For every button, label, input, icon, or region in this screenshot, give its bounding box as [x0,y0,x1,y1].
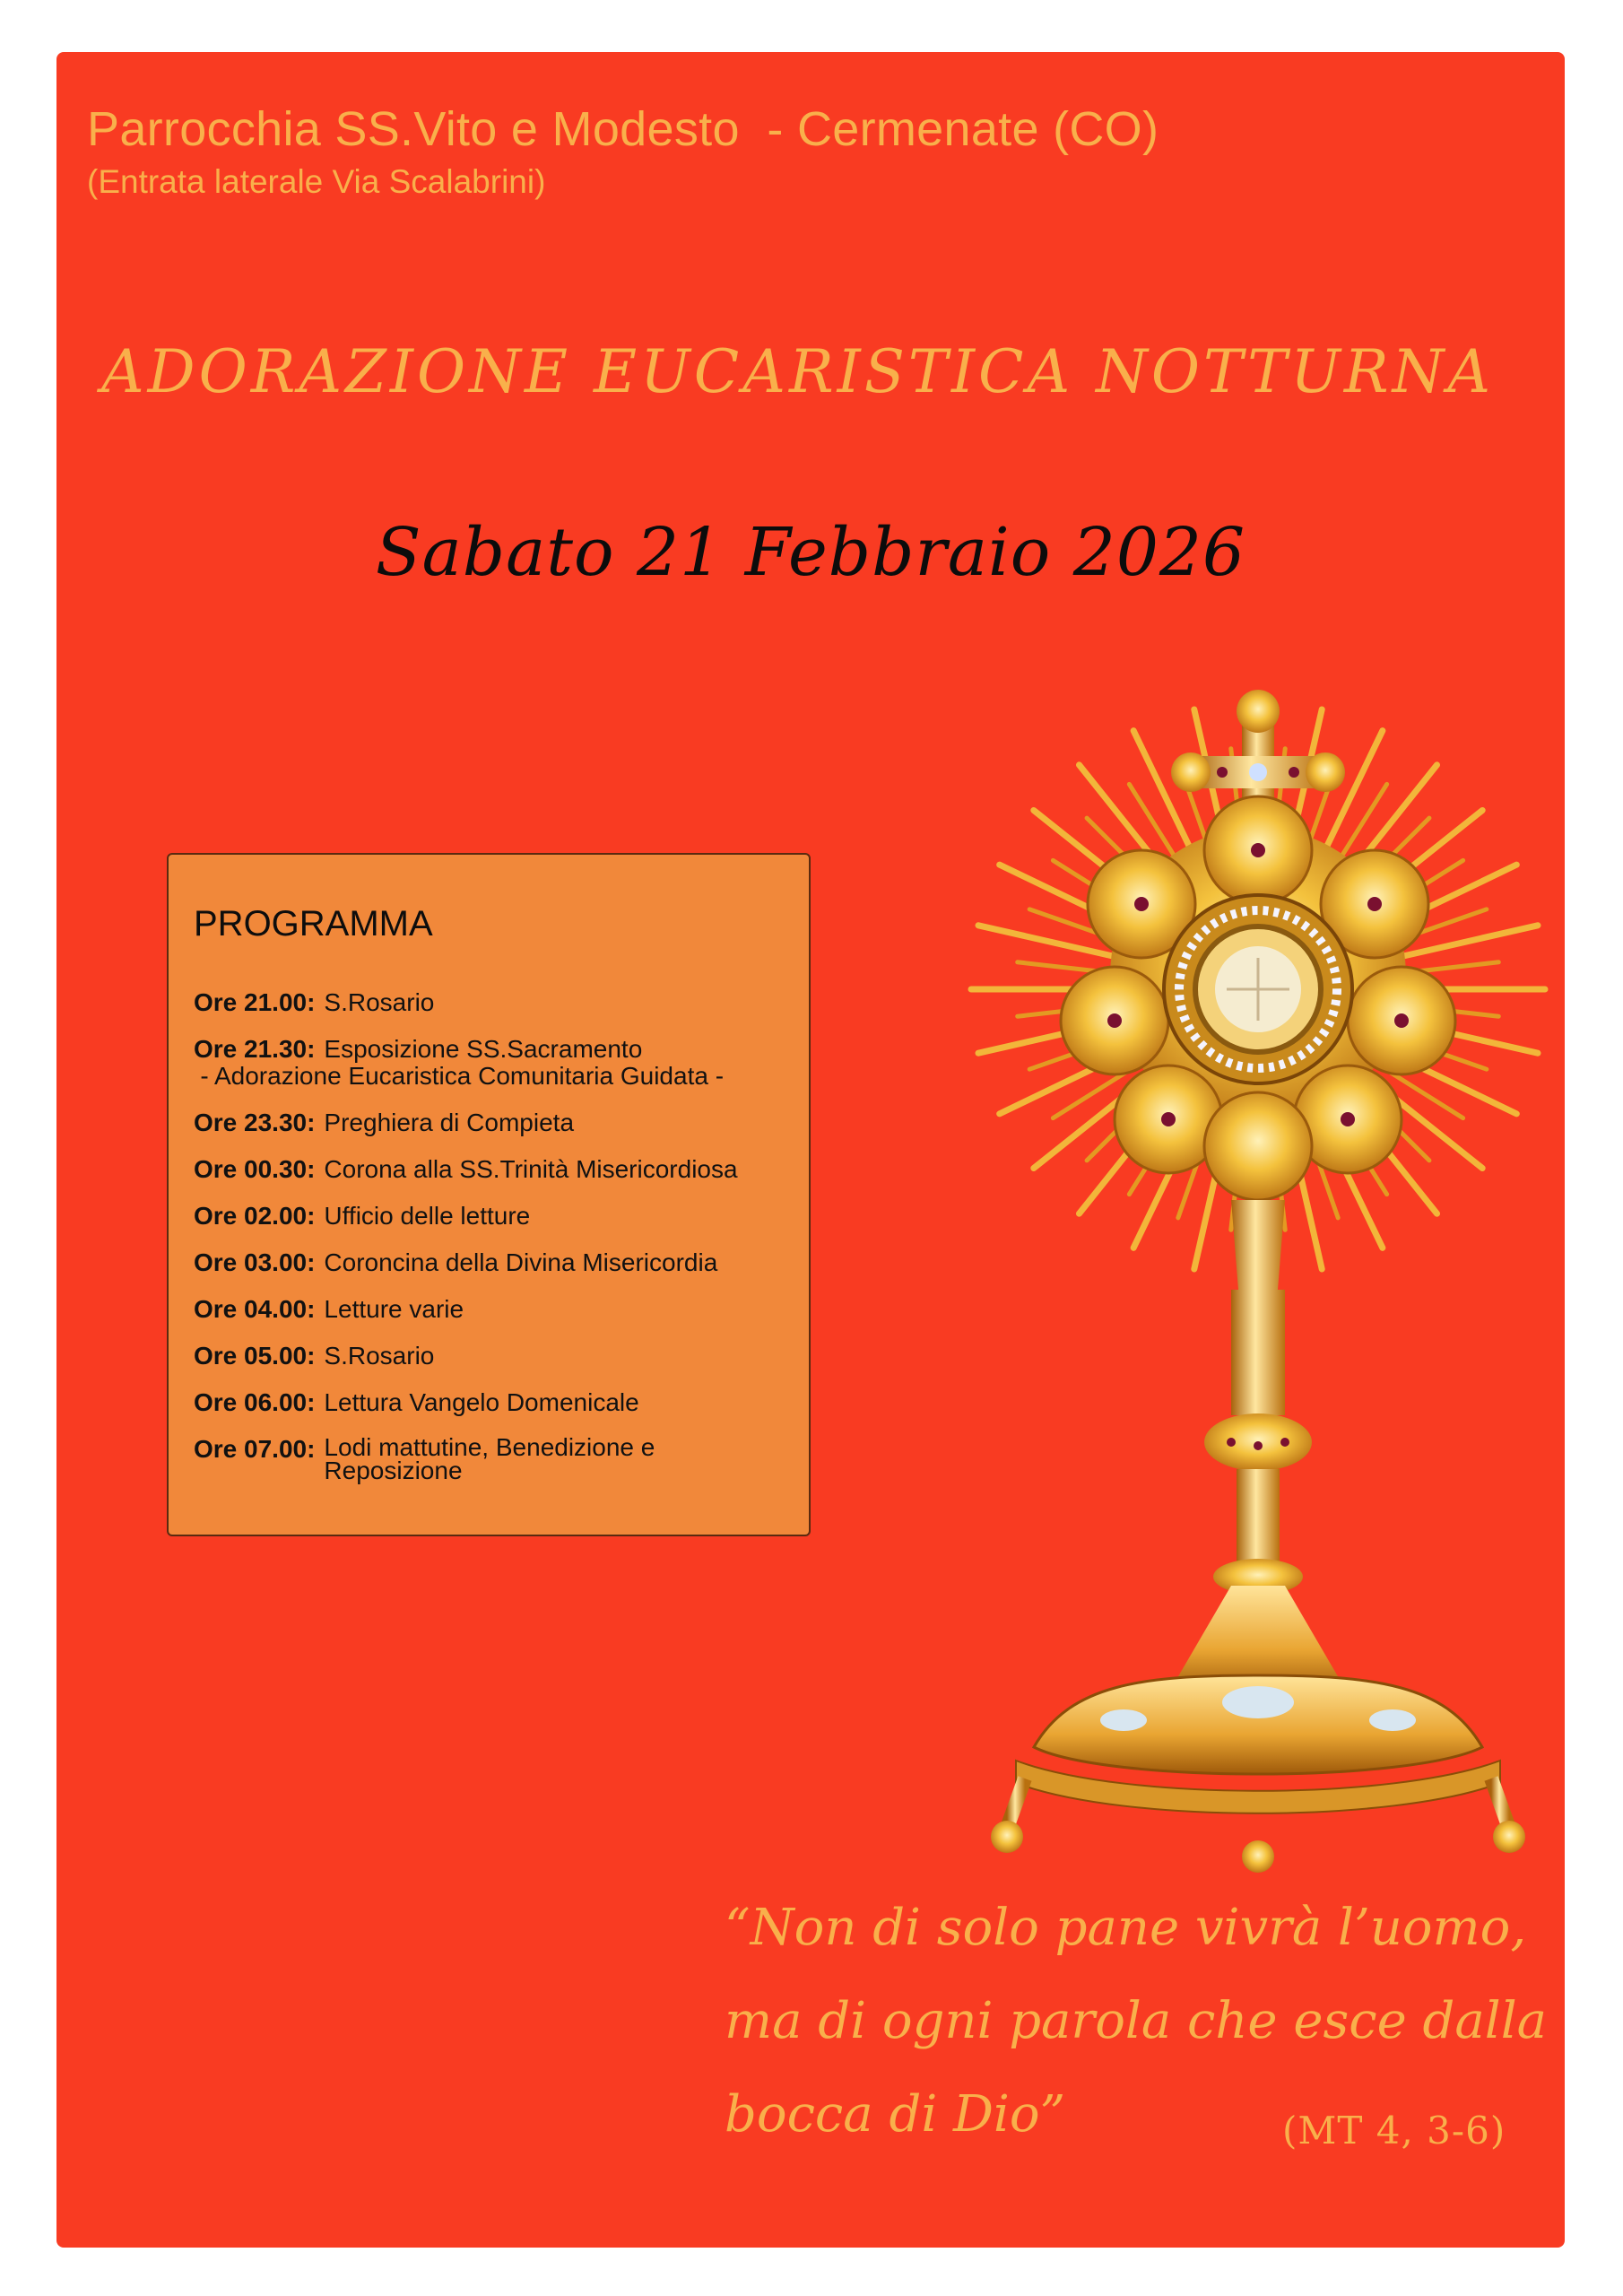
quote-line: “Non di solo pane vivrà l’uomo, [725,1899,1527,1957]
program-heading: PROGRAMMA [194,904,433,944]
program-time: Ore 21.30: [194,1035,316,1063]
program-time: Ore 05.00: [194,1342,316,1370]
program-desc: Lodi mattutine, Benedizione e Reposizione [324,1433,655,1484]
entrance-note: (Entrata laterale Via Scalabrini) [87,163,546,200]
program-desc: Preghiera di Compieta [324,1109,575,1136]
parish-name: Parrocchia SS.Vito e Modesto - Cermenate (CO) [87,102,1159,156]
event-title: ADORAZIONE EUCARISTICA NOTTURNA [101,337,1495,406]
program-desc: Corona alla SS.Trinità Misericordiosa [324,1155,738,1183]
monstrance-body [1061,796,1455,1200]
program-item [194,1249,794,1276]
program-time: Ore 07.00: [194,1435,316,1463]
quote-line: bocca di Dio” [725,2085,1066,2144]
program-item [194,1156,794,1183]
program-desc: Ufficio delle letture [324,1202,531,1230]
monstrance-icon [962,671,1554,1926]
program-time: Ore 04.00: [194,1295,316,1323]
program-item [194,1389,794,1416]
quote-reference: (MT 4, 3-6) [1282,2109,1506,2152]
program-box [167,853,811,1536]
program-time: Ore 23.30: [194,1109,316,1136]
monstrance-stem [1204,1200,1312,1595]
program-item [194,1433,794,1484]
program-time: Ore 03.00: [194,1248,316,1276]
program-desc: S.Rosario [324,988,435,1016]
program-time: Ore 00.30: [194,1155,316,1183]
event-date: Sabato 21 Febbraio 2026 [375,514,1246,591]
program-item [194,1203,794,1230]
monstrance-base [991,1586,1525,1873]
program-item [194,1343,794,1370]
program-desc: Letture varie [324,1295,464,1323]
program-item [194,1109,794,1136]
program-item [194,1036,794,1090]
program-time: Ore 06.00: [194,1388,316,1416]
poster [56,52,1565,2248]
program-desc: Esposizione SS.Sacramento [324,1035,643,1063]
program-desc: Lettura Vangelo Domenicale [324,1388,639,1416]
program-time: Ore 02.00: [194,1202,316,1230]
quote-line: ma di ogni parola che esce dalla [725,1992,1547,2050]
program-item [194,1296,794,1323]
program-desc: Coroncina della Divina Misericordia [324,1248,718,1276]
program-time: Ore 21.00: [194,988,316,1016]
program-list [194,989,794,1502]
program-desc: S.Rosario [324,1342,435,1370]
program-subdesc: - Adorazione Eucaristica Comunitaria Guidata - [200,1062,725,1090]
program-item [194,989,794,1016]
